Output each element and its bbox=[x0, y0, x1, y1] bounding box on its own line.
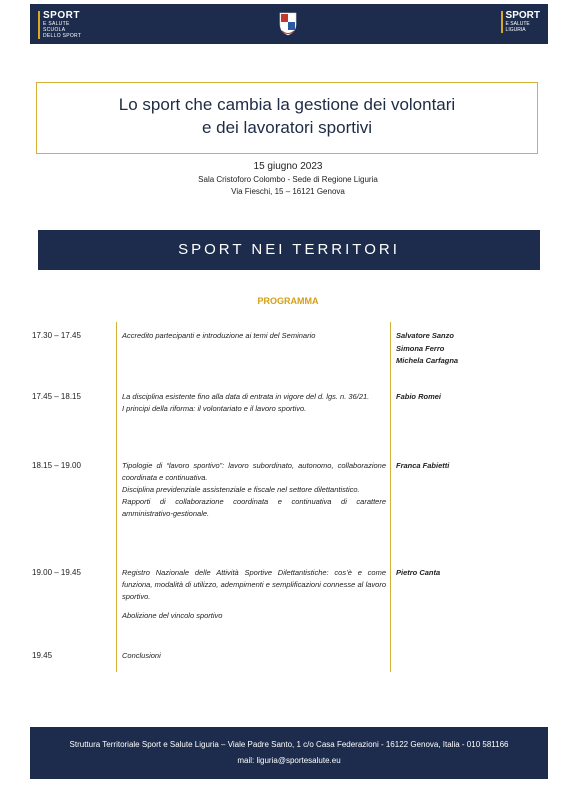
header-bar bbox=[30, 4, 548, 44]
event-venue: Sala Cristoforo Colombo - Sede di Regione Liguria bbox=[198, 175, 378, 184]
divider-line-left bbox=[116, 322, 117, 672]
section-banner: SPORT NEI TERRITORI bbox=[38, 230, 540, 270]
event-address: Via Fieschi, 15 – 16121 Genova bbox=[231, 187, 345, 196]
event-title: Lo sport che cambia la gestione dei volontari e dei lavoratori sportivi bbox=[118, 95, 456, 137]
sport-e-salute-liguria-logo: SPORT E SALUTE LIGURIA bbox=[501, 11, 540, 33]
regione-liguria-emblem-icon bbox=[278, 10, 298, 36]
event-date: 15 giugno 2023 bbox=[253, 161, 323, 172]
footer-bar bbox=[30, 727, 548, 779]
event-title-box bbox=[36, 82, 538, 154]
programma-heading: PROGRAMMA bbox=[257, 296, 319, 306]
event-info bbox=[0, 160, 576, 198]
footer-address: Struttura Territoriale Sport e Salute Liguria – Viale Padre Santo, 1 c/o Casa Federazioni - 16122 Genova, Italia - 010 581166 bbox=[69, 740, 509, 749]
footer-email: mail: liguria@sportesalute.eu bbox=[237, 756, 341, 765]
divider-line-right bbox=[390, 322, 391, 672]
sport-e-salute-scuola-logo: SPORT E SALUTE SCUOLA DELLO SPORT bbox=[38, 11, 81, 39]
